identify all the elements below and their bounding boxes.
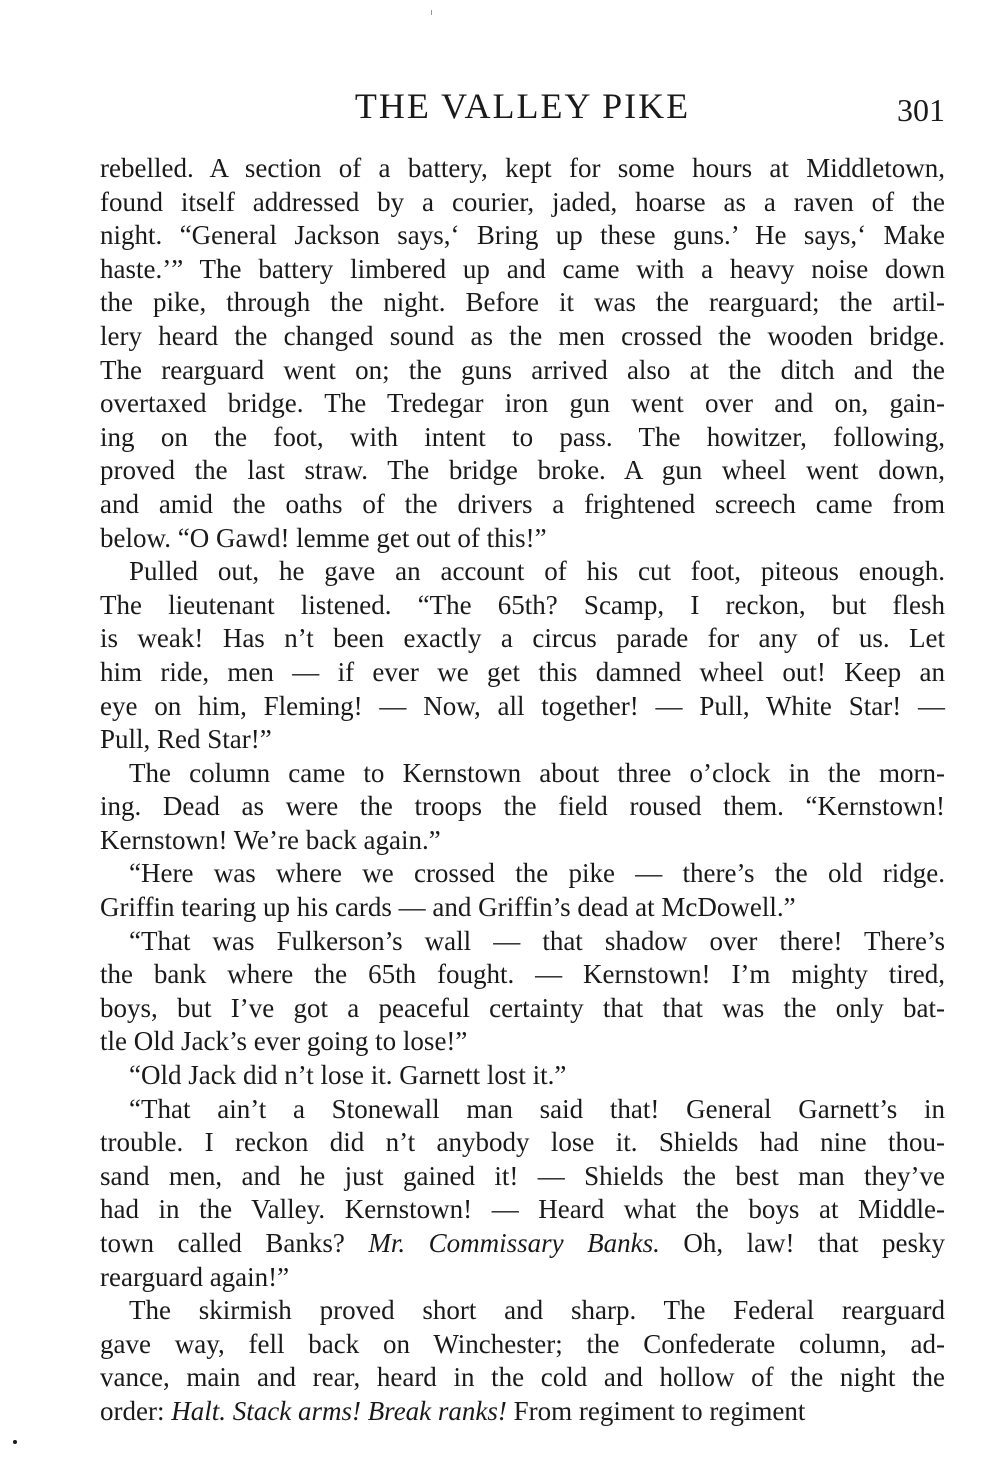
text-line: the pike, through the night. Before it was the rearguard; the artil- (100, 287, 945, 318)
page-number: 301 (897, 92, 945, 128)
text-line: town called Banks? Mr. Commissary Banks. Oh, law! that pesky (100, 1228, 945, 1258)
text-line: The lieutenant listened. “The 65th? Scamp, I reckon, but flesh (100, 589, 945, 620)
paragraph (100, 1093, 945, 1295)
text-line: rearguard again!” (100, 1261, 290, 1292)
text-line: Kernstown! We’re back again.” (100, 824, 441, 855)
text-line: Pull, Red Star!” (100, 724, 272, 755)
italic-text: Halt. Stack arms! Break ranks! (171, 1395, 507, 1426)
text-line: “That ain’t a Stonewall man said that! General Garnett’s in (129, 1093, 945, 1124)
text-line: overtaxed bridge. The Tredegar iron gun went over and on, gain- (100, 388, 945, 419)
text-line: vance, main and rear, heard in the cold and hollow of the night the (100, 1362, 945, 1393)
text-line: night. “General Jackson says,‘ Bring up these guns.’ He says,‘ Make (100, 220, 945, 251)
paragraph (100, 555, 945, 757)
text-line: sand men, and he just gained it! — Shields the best man they’ve (100, 1160, 945, 1191)
margin-speck (13, 1440, 17, 1444)
italic-text: Mr. Commissary Banks. (368, 1228, 660, 1258)
text-line: trouble. I reckon did n’t anybody lose it. Shields had nine thou- (100, 1127, 945, 1158)
text-line: gave way, fell back on Winchester; the Confederate column, ad- (100, 1328, 945, 1359)
paragraph (100, 757, 945, 858)
text-line: is weak! Has n’t been exactly a circus parade for any of us. Let (100, 623, 945, 654)
text-line: ing. Dead as were the troops the field roused them. “Kernstown! (100, 791, 945, 822)
text-line: had in the Valley. Kernstown! — Heard what the boys at Middle- (100, 1194, 945, 1225)
text-line: the bank where the 65th fought. — Kernstown! I’m mighty tired, (100, 959, 945, 990)
paragraph (100, 925, 945, 1059)
text-line: The skirmish proved short and sharp. The Federal rearguard (129, 1295, 945, 1326)
text-line: below. “O Gawd! lemme get out of this!” (100, 522, 547, 553)
text-line: lery heard the changed sound as the men crossed the wooden bridge. (100, 320, 945, 351)
text-line: found itself addressed by a courier, jaded, hoarse as a raven of the (100, 186, 945, 217)
page-mark (431, 10, 432, 15)
text-line: ing on the foot, with intent to pass. The howitzer, following, (100, 421, 945, 452)
paragraph (100, 857, 945, 924)
text-line: boys, but I’ve got a peaceful certainty that that was the only bat- (100, 992, 945, 1023)
text-line: The rearguard went on; the guns arrived also at the ditch and the (100, 354, 945, 385)
text-line: “That was Fulkerson’s wall — that shadow over there! There’s (129, 925, 945, 956)
text-line: “Here was where we crossed the pike — there’s the old ridge. (129, 858, 945, 889)
text-line: haste.’” The battery limbered up and came with a heavy noise down (100, 253, 945, 284)
paragraph (100, 1294, 945, 1428)
text-line: proved the last straw. The bridge broke. A gun wheel went down, (100, 455, 945, 486)
body-text (100, 152, 945, 1429)
text-line: “Old Jack did n’t lose it. Garnett lost it.” (129, 1060, 567, 1091)
text-line: him ride, men — if ever we get this damned wheel out! Keep an (100, 656, 945, 687)
text-line: The column came to Kernstown about three o’clock in the morn- (129, 757, 945, 788)
text-line: Griffin tearing up his cards — and Griffin’s dead at McDowell.” (100, 892, 796, 923)
text-line: eye on him, Fleming! — Now, all together! — Pull, White Star! — (100, 690, 945, 721)
paragraph (100, 152, 945, 555)
text-line: rebelled. A section of a battery, kept for some hours at Middletown, (100, 153, 945, 183)
running-title: THE VALLEY PIKE (354, 86, 691, 126)
text-line: and amid the oaths of the drivers a frightened screech came from (100, 488, 945, 519)
text-line: order: Halt. Stack arms! Break ranks! From regiment to regiment (100, 1395, 806, 1426)
text-line: Pulled out, he gave an account of his cut foot, piteous enough. (129, 556, 945, 587)
paragraph (100, 1059, 945, 1093)
text-line: tle Old Jack’s ever going to lose!” (100, 1026, 468, 1057)
running-head (100, 84, 945, 128)
